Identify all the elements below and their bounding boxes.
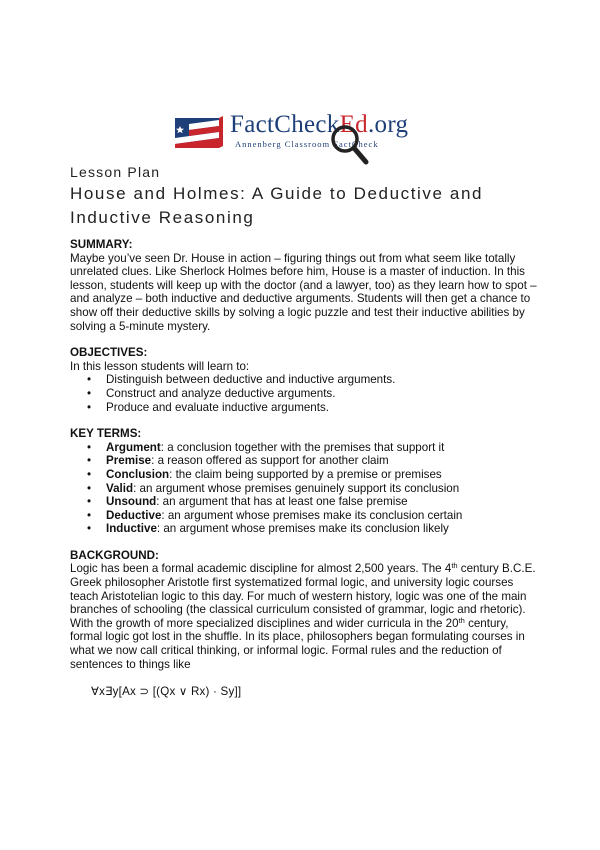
objectives-list	[70, 373, 540, 414]
document-title: House and Holmes: A Guide to Deductive and Inductive Reasoning	[70, 184, 484, 227]
key-terms-heading: KEY TERMS:	[70, 427, 142, 441]
objectives-intro: In this lesson students will learn to:	[70, 359, 250, 373]
list-item	[106, 454, 540, 468]
term-definition: : a conclusion together with the premises that support it	[160, 440, 445, 454]
term-definition: : an argument whose premises make its conclusion likely	[156, 522, 449, 536]
term-name: Unsound	[106, 495, 157, 509]
objectives-heading: OBJECTIVES:	[70, 346, 148, 360]
term-name: Premise	[106, 454, 152, 468]
logic-formula: ∀x∃y[Ax ⊃ [(Qx ∨ Rx) · Sy]]	[91, 685, 242, 699]
factchecked-logo	[175, 108, 435, 158]
lesson-plan-label: Lesson Plan	[70, 164, 161, 180]
term-name: Argument	[106, 440, 161, 454]
objectives-section	[70, 346, 540, 414]
term-definition: : an argument whose premises make its conclusion certain	[161, 508, 463, 522]
brand-tagline: Annenberg Classroom FactCheck	[235, 139, 379, 149]
summary-section	[70, 238, 540, 333]
list-item	[106, 482, 540, 496]
list-item	[106, 522, 540, 536]
background-text	[70, 562, 540, 671]
term-definition: : an argument whose premises genuinely support its conclusion	[133, 481, 460, 495]
magnifying-glass-icon	[328, 122, 370, 166]
list-item	[106, 441, 540, 455]
list-item: • Produce and evaluate inductive arguments.	[106, 401, 540, 415]
lesson-body	[70, 238, 540, 699]
brand-accent: Ed	[339, 111, 368, 138]
key-terms-list	[70, 441, 540, 536]
ordinal-suffix: th	[458, 615, 465, 625]
list-item: • Distinguish between deductive and inductive arguments.	[106, 373, 540, 387]
term-definition: : the claim being supported by a premise or premises	[169, 467, 442, 481]
background-section	[70, 549, 540, 699]
term-name: Inductive	[106, 522, 157, 536]
term-definition: : an argument that has at least one false premise	[156, 495, 408, 509]
list-item	[106, 468, 540, 482]
summary-text: Maybe you’ve seen Dr. House in action – figuring things out from what seem like totally unrelated clues. Like Sherlock Holmes before him, House is a master of induction. In this lesson, students will keep up with the doctor (and a lawyer, too) as they learn how to spot – and analyze – both inductive and deductive arguments. Students will then get a chance to show off their deductive skills by solving a logic puzzle and test their inductive abilities by solving a 5-minute mystery.	[70, 251, 537, 333]
brand-wordmark	[230, 111, 408, 139]
list-item	[106, 509, 540, 523]
term-name: Deductive	[106, 508, 162, 522]
background-heading: BACKGROUND:	[70, 548, 159, 562]
brand-suffix: .org	[367, 111, 409, 138]
background-text-part: century, formal logic got lost in the shuffle. In its place, philosophers began formulating courses in what we now call critical thinking, or informal logic. Formal rules and the reduction of sentences to things like	[70, 616, 525, 671]
background-text-part: Logic has been a formal academic discipline for almost 2,500 years. The 4	[70, 562, 452, 576]
key-terms-section	[70, 427, 540, 536]
term-definition: : a reason offered as support for another claim	[151, 454, 389, 468]
list-item	[106, 495, 540, 509]
list-item: • Construct and analyze deductive arguments.	[106, 387, 540, 401]
flag-icon	[175, 112, 223, 152]
term-name: Conclusion	[106, 467, 170, 481]
summary-heading: SUMMARY:	[70, 238, 133, 251]
ordinal-suffix: th	[451, 561, 458, 571]
term-name: Valid	[106, 481, 134, 495]
brand-main: FactCheck	[230, 111, 340, 138]
background-text-part: century B.C.E. Greek philosopher Aristotle first systematized formal logic, and university logic courses teach Aristotelian logic to this day. For much of western history, logic was one of the main branches of schooling (the classical curriculum consisted of grammar, logic and rhetoric). With the growth of more specialized disciplines and wider curricula in the 20	[70, 562, 536, 630]
